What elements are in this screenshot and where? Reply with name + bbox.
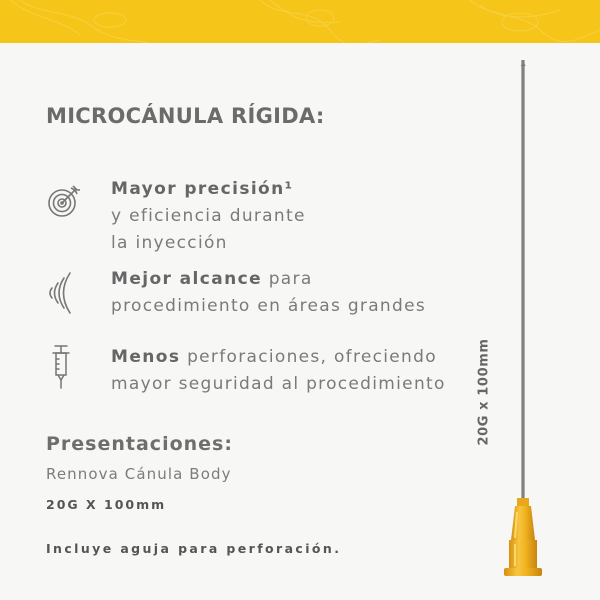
- feature-reach-line2: procedimiento en áreas grandes: [111, 296, 427, 316]
- page-title: MICROCÁNULA RÍGIDA:: [46, 104, 325, 128]
- feature-precision-line2: y eficiencia durante: [111, 206, 306, 226]
- feature-safety-line1: perforaciones, ofreciendo: [180, 347, 437, 367]
- syringe-icon: [46, 344, 76, 394]
- includes-needle-note: Incluye aguja para perforación.: [46, 541, 342, 556]
- feature-reach-text: [111, 266, 426, 320]
- cannula-gauge-label: 20G x 100mm: [476, 338, 492, 446]
- top-decorative-band: [0, 0, 600, 43]
- feature-precision-line3: la inyección: [111, 233, 228, 253]
- presentations-heading: Presentaciones:: [46, 433, 233, 455]
- feature-reach-bold: Mejor alcance: [111, 269, 263, 289]
- feature-safety-text: [111, 344, 446, 398]
- feature-precision-text: [111, 176, 306, 257]
- presentations-product: Rennova Cánula Body: [46, 465, 232, 483]
- feature-safety-line2: mayor seguridad al procedimiento: [111, 374, 446, 394]
- cannula-illustration: [488, 60, 558, 594]
- feature-reach-line1: para: [262, 269, 313, 289]
- feature-precision-bold: Mayor precisión¹: [111, 179, 294, 199]
- feature-safety-bold: Menos: [111, 347, 181, 367]
- wave-pattern: [0, 0, 600, 43]
- cannula-needle: [522, 60, 525, 500]
- presentations-size: 20G X 100mm: [46, 497, 167, 512]
- signal-waves-icon: [46, 270, 80, 320]
- target-icon: [46, 184, 82, 224]
